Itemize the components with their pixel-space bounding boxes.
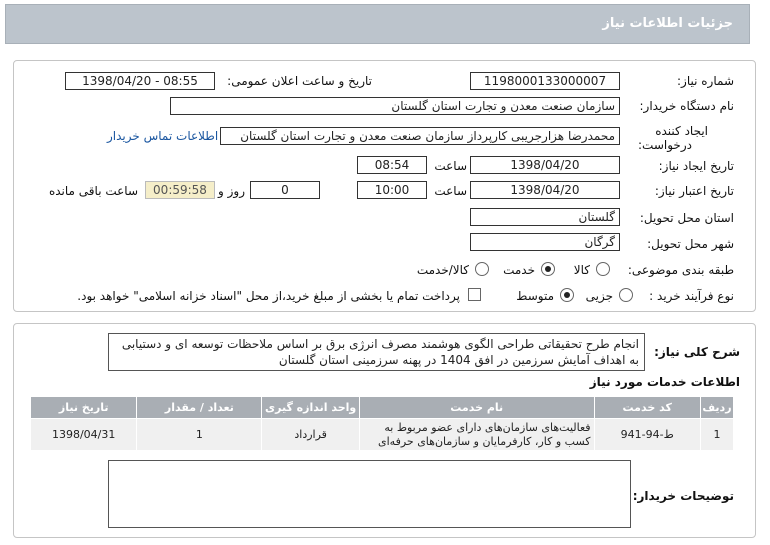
days-label: روز و xyxy=(218,184,245,198)
cell-unit: قرارداد xyxy=(262,419,360,451)
table-header-row xyxy=(31,397,734,419)
process-radio-medium[interactable] xyxy=(560,288,574,302)
page-header xyxy=(5,4,750,44)
days-field: 0 xyxy=(250,181,320,199)
treasury-payment-note: پرداخت تمام یا بخشی از مبلغ خرید،از محل "اسناد خزانه اسلامی" خواهد بود. xyxy=(77,289,460,303)
col-unit-header: واحد اندازه گیری xyxy=(262,397,360,419)
remaining-time-field: 00:59:58 xyxy=(145,181,215,199)
validity-date-label: تاریخ اعتبار نیاز: xyxy=(654,184,734,198)
creator-field: محمدرضا هزارجریبی کارپرداز سازمان صنعت معدن و تجارت استان گلستان xyxy=(220,127,620,145)
treasury-payment-checkbox[interactable] xyxy=(468,288,481,301)
process-label: نوع فرآیند خرید : xyxy=(649,289,734,303)
services-title: اطلاعات خدمات مورد نیاز xyxy=(589,375,740,389)
table-row xyxy=(31,419,734,451)
buyer-notes-label: توضیحات خریدار: xyxy=(632,489,734,503)
process-option-minor: جزیی xyxy=(585,289,613,303)
category-option-service: خدمت xyxy=(503,263,535,277)
summary-label: شرح کلی نیاز: xyxy=(654,345,740,359)
cell-qty: 1 xyxy=(137,419,262,451)
process-option-medium: متوسط xyxy=(516,289,554,303)
remaining-label: ساعت باقی مانده xyxy=(48,184,138,198)
validity-time-field: 10:00 xyxy=(357,181,427,199)
col-row-header: ردیف xyxy=(700,397,733,419)
category-option-goods-service: کالا/خدمت xyxy=(416,263,469,277)
buyer-org-field: سازمان صنعت معدن و تجارت استان گلستان xyxy=(170,97,620,115)
validity-time-label: ساعت xyxy=(434,184,467,198)
cell-row: 1 xyxy=(700,419,733,451)
category-radio-service[interactable] xyxy=(541,262,555,276)
creator-label-2: درخواست: xyxy=(638,138,692,152)
created-date-field: 1398/04/20 xyxy=(470,156,620,174)
buyer-org-label: نام دستگاه خریدار: xyxy=(639,99,734,113)
province-field: گلستان xyxy=(470,208,620,226)
created-time-field: 08:54 xyxy=(357,156,427,174)
col-date-header: تاریخ نیاز xyxy=(31,397,137,419)
col-code-header: کد خدمت xyxy=(594,397,700,419)
announce-label: تاریخ و ساعت اعلان عمومی: xyxy=(227,74,372,88)
summary-text: انجام طرح تحقیقاتی طراحی الگوی هوشمند مصرف انرژی برق بر اساس ملاحظات توسعه ای و دستیابی به اهداف آمایش سرزمین در افق 1404 در پهنه سرزمینی استان گلستان xyxy=(108,333,645,371)
cell-name: فعالیت‌های سازمان‌های دارای عضو مربوط به کسب و کار، کارفرمایان و سازمان‌های حرفه‌ای xyxy=(359,419,594,451)
page-title: جزئیات اطلاعات نیاز xyxy=(602,16,733,31)
province-label: استان محل تحویل: xyxy=(639,211,734,225)
category-option-goods: کالا xyxy=(573,263,590,277)
category-radio-goods[interactable] xyxy=(596,262,610,276)
validity-date-field: 1398/04/20 xyxy=(470,181,620,199)
announce-field: 1398/04/20 - 08:55 xyxy=(65,72,215,90)
city-field: گرگان xyxy=(470,233,620,251)
need-number-field: 1198000133000007 xyxy=(470,72,620,90)
cell-code: ط-94-941 xyxy=(594,419,700,451)
category-radio-goods-service[interactable] xyxy=(475,262,489,276)
buyer-contact-link[interactable]: اطلاعات تماس خریدار xyxy=(107,129,219,143)
process-radio-minor[interactable] xyxy=(619,288,633,302)
city-label: شهر محل تحویل: xyxy=(647,237,734,251)
category-label: طبقه بندی موضوعی: xyxy=(627,263,734,277)
created-time-label: ساعت xyxy=(434,159,467,173)
col-qty-header: تعداد / مقدار xyxy=(137,397,262,419)
cell-date: 1398/04/31 xyxy=(31,419,137,451)
buyer-notes-field xyxy=(108,460,631,528)
created-date-label: تاریخ ایجاد نیاز: xyxy=(658,159,734,173)
services-table xyxy=(30,396,734,451)
col-name-header: نام خدمت xyxy=(359,397,594,419)
creator-label: ایجاد کننده xyxy=(655,124,708,138)
need-number-label: شماره نیاز: xyxy=(677,74,734,88)
